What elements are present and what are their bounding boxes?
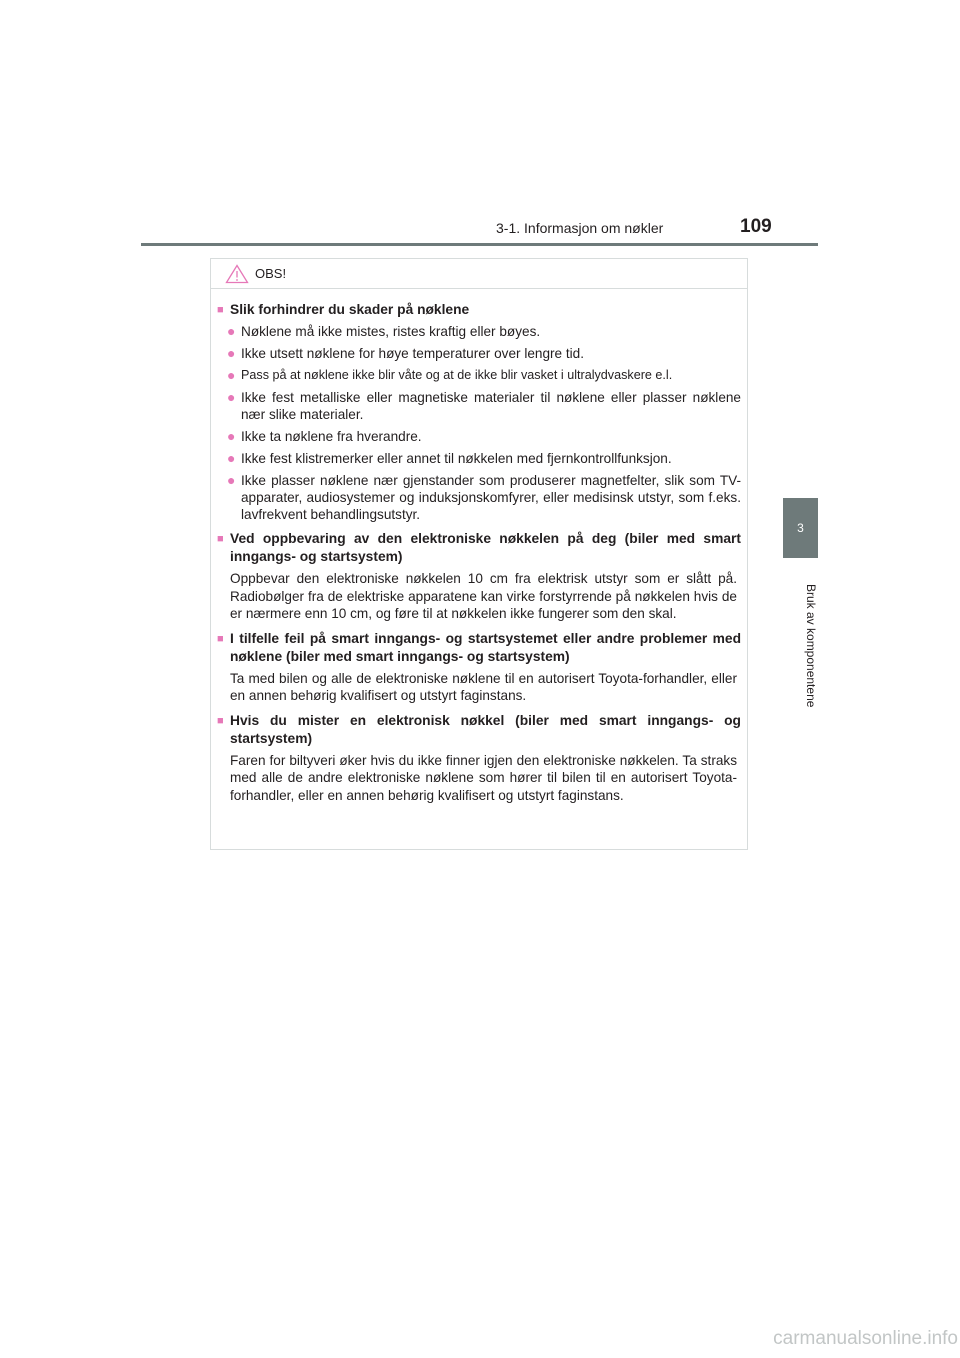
square-bullet-icon: ■: [217, 533, 224, 545]
list-item: ● Ikke fest klistremerker eller annet til nøkkelen med fjernkontrollfunksjon.: [227, 450, 672, 466]
square-bullet-icon: ■: [217, 304, 224, 316]
caution-body: [211, 289, 747, 804]
section-text: Faren for biltyveri øker hvis du ikke finner igjen den elektroniske nøkkelen. Ta straks med alle de andre elektroniske nøklene som hører til bilen til en autorisert Toyota-forhandler, eller en annen behørig kvalifisert og utstyrt faginstans.: [230, 752, 737, 803]
caution-box: [210, 258, 748, 850]
list-item: ● Ikke ta nøklene fra hverandre.: [227, 428, 422, 444]
section-title: Slik forhindrer du skader på nøklene: [230, 302, 470, 317]
list-item: ● Ikke fest metalliske eller magnetiske materialer til nøklene eller plasser nøklene nær slike materialer.: [227, 389, 741, 422]
circle-bullet-icon: ●: [227, 367, 236, 383]
chapter-tab: [783, 498, 818, 558]
section-title: Ved oppbevaring av den elektroniske nøkkelen på deg (biler med smart inngangs- og startsystem): [230, 531, 741, 564]
page-number: 109: [740, 216, 772, 237]
caution-header: [211, 259, 747, 289]
list-item: ● Nøklene må ikke mistes, ristes kraftig eller bøyes.: [227, 323, 541, 339]
square-bullet-icon: ■: [217, 632, 224, 645]
header-rule: [141, 243, 818, 246]
section-system-fault: [217, 630, 741, 705]
chapter-side-label: Bruk av komponentene: [804, 584, 818, 708]
circle-bullet-icon: ●: [227, 472, 236, 488]
caution-title: OBS!: [255, 266, 287, 281]
square-bullet-icon: ■: [217, 714, 224, 727]
section-title: I tilfelle feil på smart inngangs- og startsystemet eller andre problemer med nøklene (biler med smart inngangs- og startsystem): [230, 630, 741, 664]
circle-bullet-icon: ●: [227, 345, 236, 361]
section-title: Hvis du mister en elektronisk nøkkel (biler med smart inngangs- og startsystem): [230, 712, 741, 746]
watermark: carmanualsonline.info: [773, 1328, 958, 1349]
circle-bullet-icon: ●: [227, 450, 236, 466]
list-item: ● Ikke utsett nøklene for høye temperaturer over lengre tid.: [227, 345, 585, 361]
section-text: Oppbevar den elektroniske nøkkelen 10 cm fra elektrisk utstyr som er slått på. Radiobølger fra de elektriske apparatene kan virke forstyrrende på nøkkelen hvis de er nærmere enn 10 cm, og føre til at nøkkelen ikke fungerer som den skal.: [230, 571, 737, 621]
circle-bullet-icon: ●: [227, 389, 236, 405]
circle-bullet-icon: ●: [227, 323, 236, 339]
section-lost-key: [217, 712, 741, 805]
chapter-title: 3-1. Informasjon om nøkler: [496, 220, 664, 236]
list-item: ● Ikke plasser nøklene nær gjenstander som produserer magnetfelter, slik som TV-apparater, audiosystemer og induksjonskomfyrer, eller medisinsk utstyr, som f.eks. lavfrekvent behandlingsutstyr.: [227, 472, 741, 522]
section-key-storage: [217, 530, 741, 623]
section-text: Ta med bilen og alle de elektroniske nøklene til en autorisert Toyota-forhandler, eller en annen behørig kvalifisert og utstyrt faginstans.: [230, 670, 737, 703]
list-item: ● Pass på at nøklene ikke blir våte og at de ikke blir vasket i ultralydvaskere e.l.: [227, 367, 673, 383]
chapter-tab-number: 3: [797, 521, 804, 535]
circle-bullet-icon: ●: [227, 428, 236, 444]
section-key-damage: [217, 301, 741, 523]
warning-triangle-icon: [225, 264, 249, 284]
